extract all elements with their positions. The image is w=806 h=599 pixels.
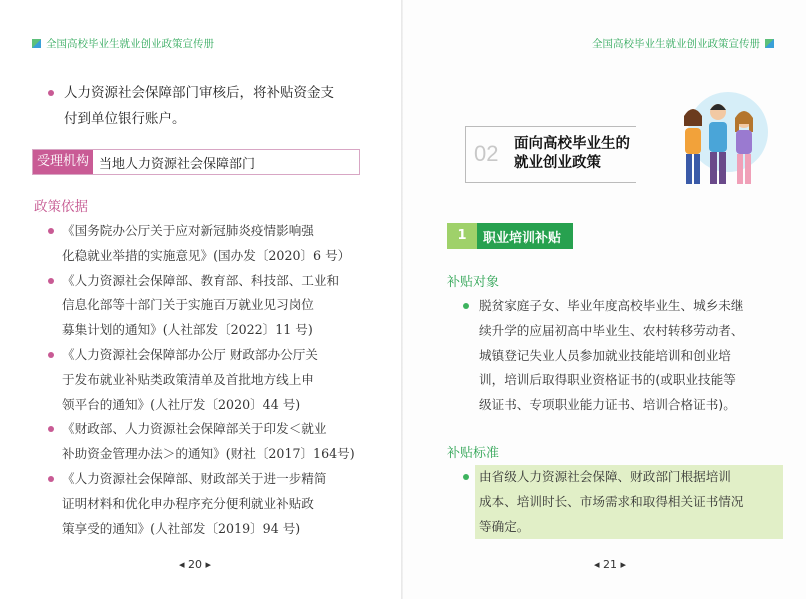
subsection-number: 1	[447, 223, 477, 249]
basis-list	[48, 219, 368, 541]
basis-line: 于发布就业补贴类政策清单及首批地方线上申	[62, 371, 314, 387]
student-middle-figure	[709, 104, 727, 184]
bullet-dot-icon	[463, 303, 469, 309]
review-paragraph	[48, 80, 368, 132]
chapter-title-line: 就业创业政策	[514, 155, 601, 171]
subsection-heading	[447, 223, 573, 249]
target-line: 训，培训后取得职业资格证书的(或职业技能等	[479, 372, 736, 388]
target-title: 补贴对象	[447, 275, 500, 290]
list-item	[48, 269, 368, 343]
bullet-dot-icon	[48, 278, 54, 284]
basis-line: 《财政部、人力资源社会保障部关于印发＜就业	[62, 421, 327, 437]
chapter-heading	[465, 126, 636, 183]
chapter-title	[514, 135, 630, 173]
page-number: ◂ 20 ▸	[179, 558, 212, 571]
basis-line: 补助资金管理办法＞的通知》(财社〔2017〕164号)	[62, 446, 355, 462]
students-illustration	[658, 92, 778, 192]
basis-line: 信息化部等十部门关于实施百万就业见习岗位	[62, 297, 314, 313]
left-running-head	[32, 36, 214, 51]
basis-line: 化稳就业举措的实施意见》(国办发〔2020〕6 号）	[62, 247, 351, 263]
target-line: 级证书、专项职业能力证书、培训合格证书)。	[479, 397, 736, 413]
target-line: 续升学的应届初高中毕业生、农村转移劳动者、	[479, 322, 744, 338]
header-square-icon	[765, 39, 774, 48]
subsection-title: 职业培训补贴	[483, 230, 562, 246]
header-square-icon	[32, 39, 41, 48]
page-number: ◂ 21 ▸	[594, 558, 627, 571]
chapter-title-line: 面向高校毕业生的	[514, 136, 630, 152]
bullet-dot-icon	[463, 474, 469, 480]
review-line: 付到单位银行账户。	[64, 111, 186, 127]
student-left-figure	[684, 109, 702, 184]
chapter-number: 02	[474, 141, 499, 166]
basis-line: 《人力资源社会保障部办公厅 财政部办公厅关	[62, 346, 318, 362]
right-header-text: 全国高校毕业生就业创业政策宣传册	[592, 38, 760, 50]
standard-highlight	[475, 465, 783, 539]
target-list	[459, 294, 781, 418]
agency-box	[32, 149, 360, 175]
right-page	[403, 0, 806, 599]
list-item	[48, 417, 368, 467]
student-right-figure	[735, 111, 753, 184]
review-line: 人力资源社会保障部门审核后，将补贴资金支	[64, 85, 334, 101]
target-line: 脱贫家庭子女、毕业年度高校毕业生、城乡未继	[479, 298, 744, 313]
basis-line: 《国务院办公厅关于应对新冠肺炎疫情影响强	[62, 223, 314, 238]
target-line: 城镇登记失业人员参加就业技能培训和创业培	[479, 347, 731, 363]
basis-line: 《人力资源社会保障部、教育部、科技部、工业和	[62, 272, 340, 288]
list-item	[48, 343, 368, 417]
basis-line: 《人力资源社会保障部、财政部关于进一步精简	[62, 470, 327, 486]
basis-line: 策享受的通知》(人社部发〔2019〕94 号)	[62, 520, 301, 536]
basis-title: 政策依据	[34, 199, 88, 215]
standard-line: 成本、培训时长、市场需求和取得相关证书情况	[479, 493, 744, 509]
agency-value: 当地人力资源社会保障部门	[99, 156, 256, 172]
standard-line: 由省级人力资源社会保障、财政部门根据培训	[479, 469, 731, 484]
bullet-dot-icon	[48, 228, 54, 234]
left-header-text: 全国高校毕业生就业创业政策宣传册	[46, 38, 214, 50]
bullet-dot-icon	[48, 476, 54, 482]
bullet-dot-icon	[48, 352, 54, 358]
agency-label: 受理机构	[33, 150, 93, 174]
basis-line: 募集计划的通知》(人社部发〔2022〕11 号)	[62, 322, 313, 338]
standard-title: 补贴标准	[447, 446, 500, 461]
list-item	[459, 294, 781, 418]
basis-line: 证明材料和优化申办程序充分便利就业补贴政	[62, 495, 314, 511]
list-item	[48, 219, 368, 269]
bullet-dot-icon	[48, 90, 54, 96]
standard-line: 等确定。	[479, 518, 530, 534]
basis-line: 领平台的通知》(人社厅发〔2020〕44 号)	[62, 396, 301, 412]
right-running-head	[592, 36, 774, 51]
list-item	[48, 467, 368, 541]
bullet-dot-icon	[48, 426, 54, 432]
review-text	[48, 80, 368, 132]
